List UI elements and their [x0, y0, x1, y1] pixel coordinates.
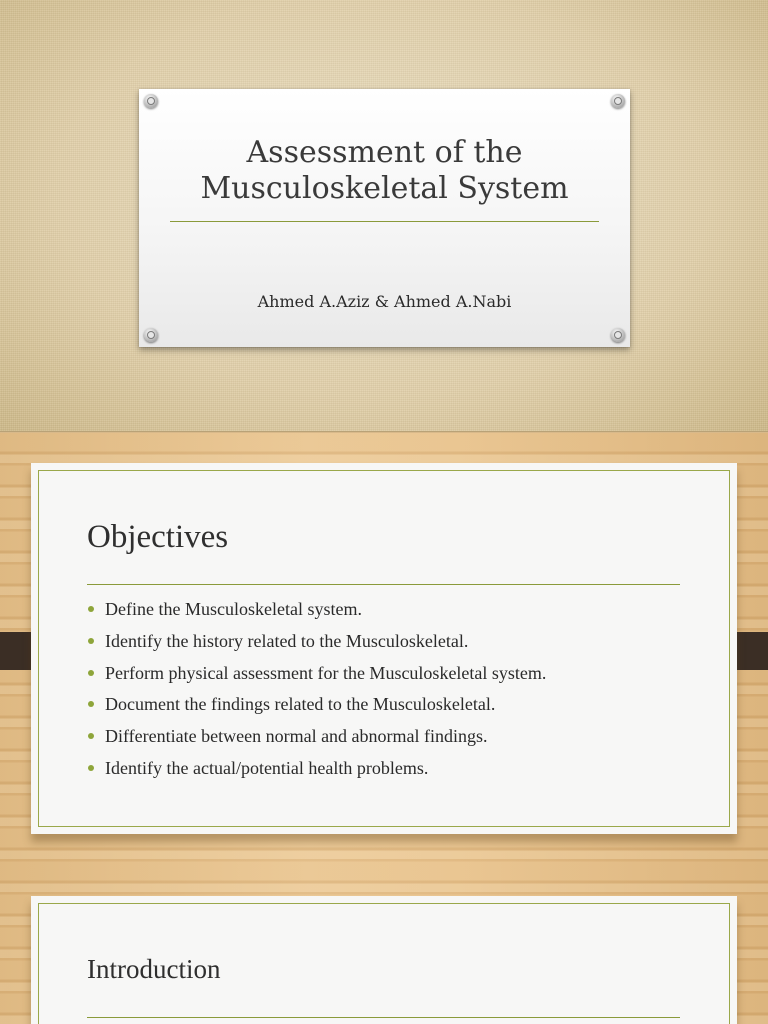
list-item-text: Differentiate between normal and abnormal findings. [105, 726, 488, 747]
list-item-text: Identify the history related to the Musculoskeletal. [105, 630, 469, 651]
heading-divider [87, 1017, 680, 1018]
bullet-icon [88, 606, 94, 612]
title-line-2: Musculoskeletal System [200, 171, 569, 206]
slide-heading: Introduction [87, 954, 221, 984]
screw-icon [611, 94, 625, 108]
list-item [87, 723, 546, 755]
title-card [139, 89, 630, 347]
title-divider [170, 221, 599, 222]
bullet-icon [88, 701, 94, 707]
list-item-text: Define the Musculoskeletal system. [105, 599, 362, 619]
authors: Ahmed A.Aziz & Ahmed A.Nabi [257, 292, 512, 311]
slide-heading: Objectives [87, 519, 229, 555]
presentation-title [139, 135, 630, 207]
list-item [87, 691, 546, 723]
heading-divider [87, 584, 680, 585]
title-slide [0, 0, 768, 432]
list-item [87, 755, 546, 787]
list-item [87, 660, 546, 692]
objectives-list [87, 596, 546, 787]
screw-icon [144, 94, 158, 108]
list-item-text: Document the findings related to the Musculoskeletal. [105, 694, 496, 715]
screw-icon [611, 328, 625, 342]
list-item-text: Perform physical assessment for the Musculoskeletal system. [105, 662, 547, 683]
objectives-slide [31, 463, 737, 834]
introduction-slide [31, 896, 737, 1024]
title-line-1: Assessment of the [246, 135, 523, 170]
screw-icon [144, 328, 158, 342]
bullet-icon [88, 670, 94, 676]
list-item [87, 596, 546, 628]
bullet-icon [88, 638, 94, 644]
list-item-text: Identify the actual/potential health problems. [105, 757, 429, 778]
bullet-icon [88, 765, 94, 771]
list-item [87, 628, 546, 660]
bullet-icon [88, 733, 94, 739]
